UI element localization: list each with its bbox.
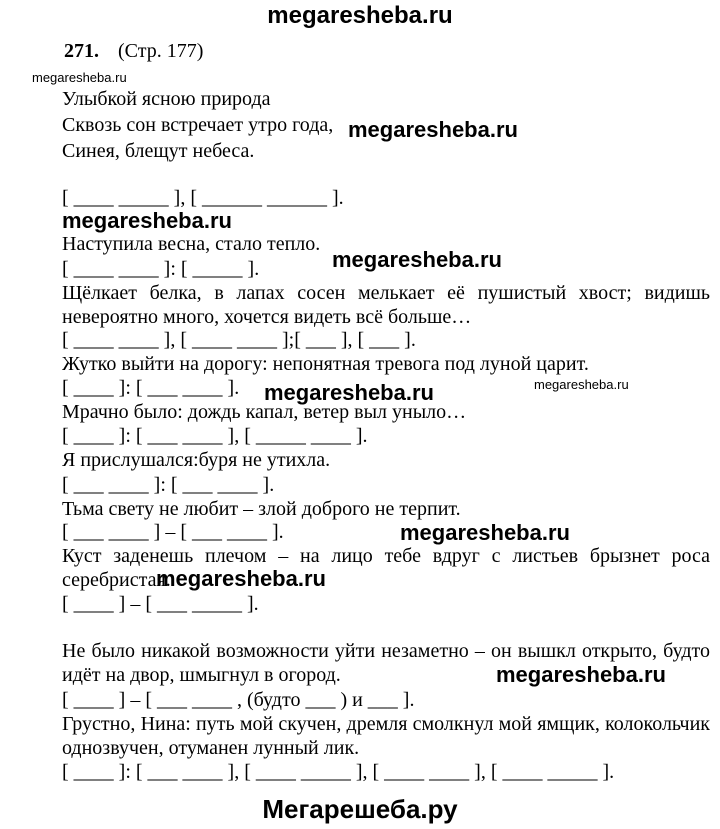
scheme-5: [ ____ ]: [ ___ ____ ], [ _____ ____ ]. <box>62 425 368 447</box>
scheme-4: [ ____ ]: [ ___ ____ ]. <box>62 377 240 399</box>
scheme-3: [ ____ ____ ], [ ____ ____ ];[ ___ ], [ ___ ]. <box>62 329 416 351</box>
scheme-8: [ ____ ] – [ ___ _____ ]. <box>62 593 259 615</box>
scheme-1: [ ____ _____ ], [ ______ ______ ]. <box>62 187 344 209</box>
scheme-9: [ ____ ] – [ ___ ____ , (будто ___ ) и ___ ]. <box>62 689 415 711</box>
scheme-10: [ ____ ]: [ ___ ____ ], [ ____ _____ ], [ ____ ____ ], [ ____ _____ ]. <box>62 761 615 783</box>
poem-line-3: Синея, блещут небеса. <box>62 140 255 162</box>
sentence-spring: Наступила весна, стало тепло. <box>62 233 321 255</box>
scheme-7: [ ___ ____ ] – [ ___ ____ ]. <box>62 521 284 543</box>
sentence-darkness: Тьма свету не любит – злой доброго не терпит. <box>62 498 461 520</box>
task-number: 271. <box>64 40 99 62</box>
sentence-road: Жутко выйти на дорогу: непонятная тревога под луной царит. <box>62 353 589 375</box>
watermark: megaresheba.ru <box>348 117 518 142</box>
site-header: megaresheba.ru <box>267 2 453 29</box>
small-watermark: megaresheba.ru <box>534 377 629 392</box>
sentence-listened: Я прислушался:буря не утихла. <box>62 449 331 471</box>
poem-line-1: Улыбкой ясною природа <box>62 88 271 110</box>
sentence-sad: Грустно, Нина: путь мой скучен, дремля смолкнул мой ямщик, колокольчик однозвучен, отуманен лунный лик. <box>62 713 710 759</box>
sentence-squirrel: Щёлкает белка, в лапах сосен мелькает её пушистый хвост; видишь невероятно много, хочется видеть всё больше… <box>62 282 710 328</box>
task-header <box>64 40 203 63</box>
watermark: megaresheba.ru <box>332 247 502 272</box>
sentence-noway: Не было никакой возможности уйти незаметно – он вышкл открыто, будто идёт на двор, шмыгнул в огород. <box>62 640 710 686</box>
watermark: megaresheba.ru <box>400 520 570 545</box>
site-footer: Мегарешеба.ру <box>262 794 458 824</box>
watermark: megaresheba.ru <box>264 380 434 405</box>
watermark: megaresheba.ru <box>62 208 232 233</box>
small-watermark: megaresheba.ru <box>32 70 127 85</box>
sentence-gloomy: Мрачно было: дождь капал, ветер выл уныло… <box>62 401 467 423</box>
poem-line-2: Сквозь сон встречает утро года, <box>62 114 334 136</box>
watermark: megaresheba.ru <box>156 566 326 591</box>
watermark: megaresheba.ru <box>496 662 666 687</box>
page-reference: (Стр. 177) <box>118 40 204 62</box>
scheme-2: [ ____ ____ ]: [ _____ ]. <box>62 258 260 280</box>
scheme-6: [ ___ ____ ]: [ ___ ____ ]. <box>62 474 275 496</box>
sentence-bush: Куст заденешь плечом – на лицо тебе вдруг с листьев брызнет роса серебристая. <box>62 545 710 591</box>
